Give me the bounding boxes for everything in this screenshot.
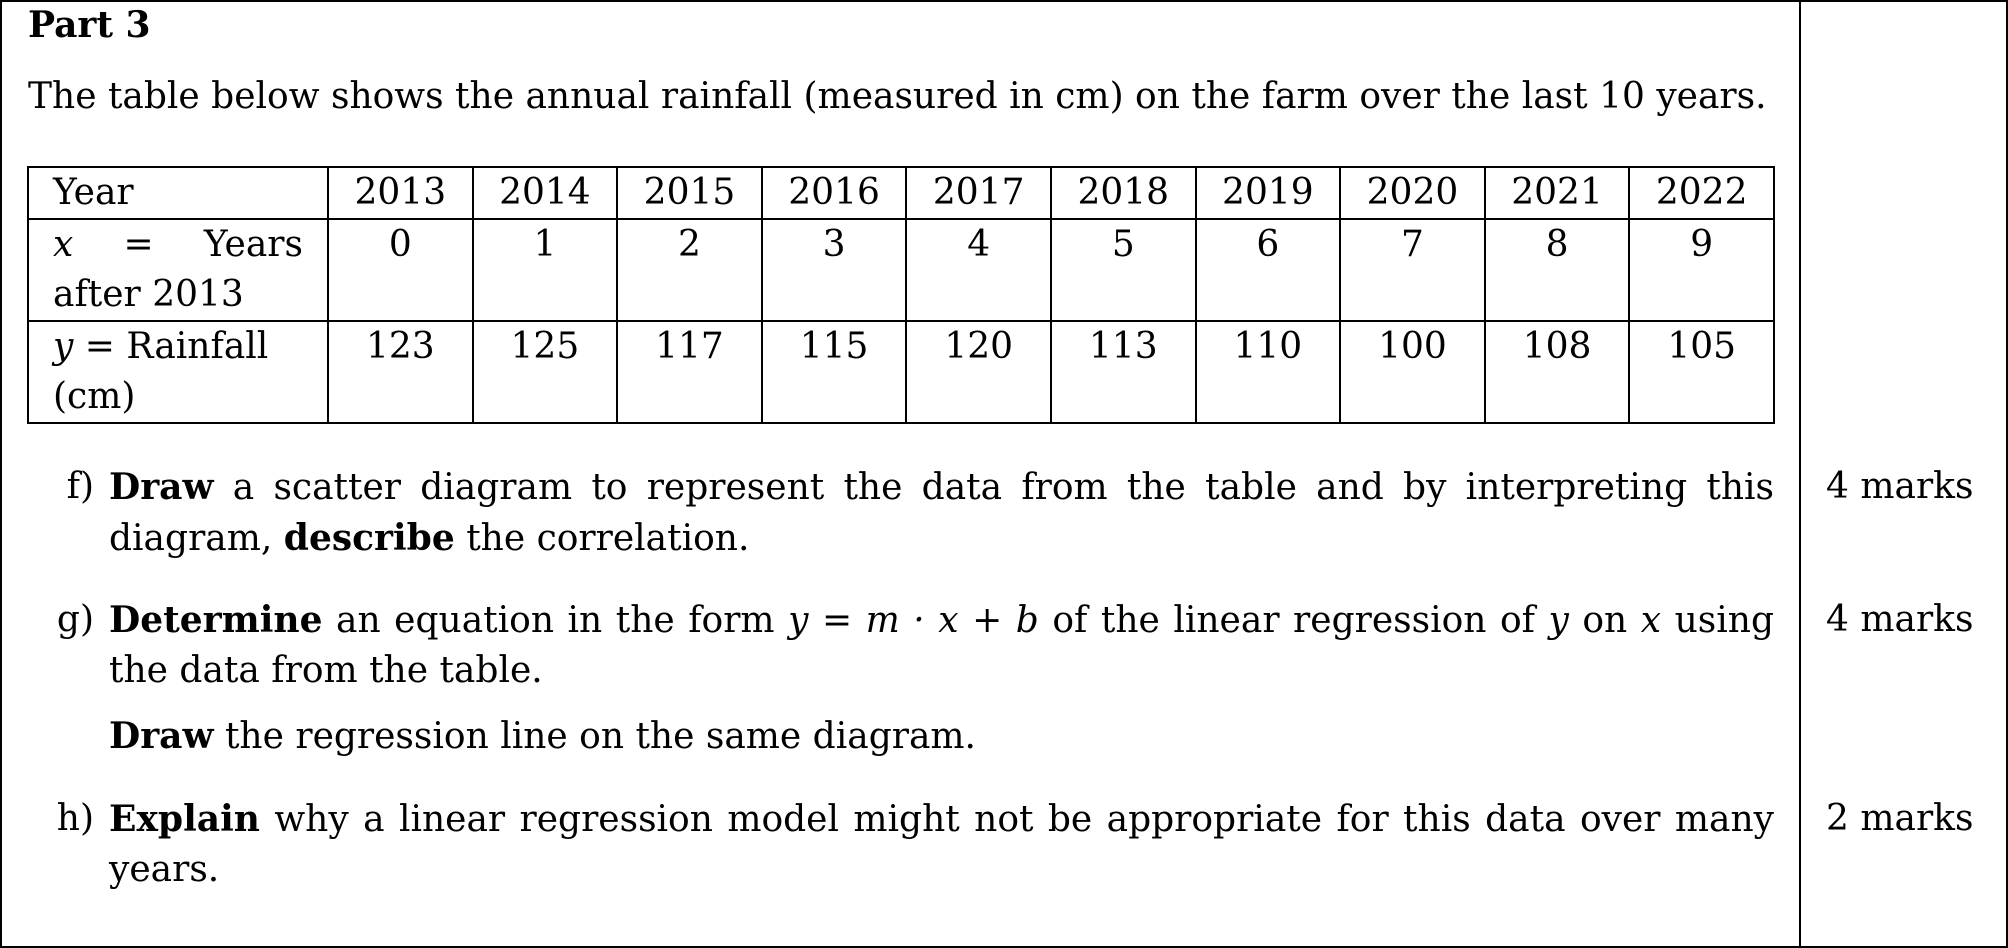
x-value-cell: 6 [1196,219,1341,321]
question-h-label: h) [56,798,94,839]
table-row-year [28,167,1774,219]
x-value-cell: 9 [1629,219,1774,321]
marks-column-divider [1799,0,1801,946]
question-f-text-part2: the correlation. [454,518,750,559]
question-g-text [109,595,1774,696]
question-g-text-part1: an equation in the form [322,600,789,641]
intro-text: The table below shows the annual rainfall (measured in cm) on the farm over the last 10 years. [28,76,1767,117]
question-g-bold-draw: Draw [109,715,214,757]
question-h-text [109,794,1774,895]
rainfall-cell: 120 [906,321,1051,423]
question-f-text [109,462,1774,564]
y-variable: y [53,326,74,367]
rainfall-cell: 110 [1196,321,1341,423]
question-g-bold-determine: Determine [109,599,323,641]
rainfall-cell: 117 [617,321,762,423]
question-f-bold-describe: describe [283,517,455,559]
x-value-cell: 3 [762,219,907,321]
x-value-cell: 8 [1485,219,1630,321]
rainfall-cell: 105 [1629,321,1774,423]
years-word: Years [203,224,303,265]
x-value-cell: 0 [328,219,473,321]
question-g-label: g) [56,599,94,640]
row-header-year: Year [28,167,328,219]
rainfall-cell: 108 [1485,321,1630,423]
table-row-y [28,321,1774,423]
x-value-cell: 5 [1051,219,1196,321]
x-value-cell: 7 [1340,219,1485,321]
rainfall-cell: 113 [1051,321,1196,423]
year-cell: 2018 [1051,167,1196,219]
part-title: Part 3 [28,4,151,46]
rainfall-cell: 115 [762,321,907,423]
row-header-y [28,321,328,423]
var-x: x [1640,600,1662,641]
row-header-x [28,219,328,321]
question-f-label: f) [66,466,94,507]
rainfall-cell: 123 [328,321,473,423]
year-cell: 2014 [473,167,618,219]
year-cell: 2021 [1485,167,1630,219]
question-f-marks: 4 marks [1826,466,1974,507]
question-h-bold-explain: Explain [109,798,260,840]
question-g-marks: 4 marks [1826,599,1974,640]
year-cell: 2019 [1196,167,1341,219]
x-value-cell: 2 [617,219,762,321]
question-g-text-second [109,711,1774,762]
question-g-text-part3: on [1568,600,1641,641]
question-h-text-part1: why a linear regression model might not be appropriate for this data over many years. [109,799,1774,890]
question-g-text-part5: the regression line on the same diagram. [213,716,977,757]
x-value-cell: 4 [906,219,1051,321]
question-g-text-part2: of the linear regression of [1038,600,1549,641]
row-header-x-line2: after 2013 [53,274,244,315]
question-h-marks: 2 marks [1826,798,1974,839]
year-cell: 2013 [328,167,473,219]
year-cell: 2015 [617,167,762,219]
table-row-x [28,219,1774,321]
x-value-cell: 1 [473,219,618,321]
regression-formula: y = m · x + b [788,600,1039,641]
equals-sign: = [123,224,154,265]
rainfall-cell: 100 [1340,321,1485,423]
question-f-text-part1: a scatter diagram to represent the data from the table and by interpreting this diagram, [109,467,1774,559]
var-y: y [1548,600,1569,641]
year-cell: 2022 [1629,167,1774,219]
row-header-y-line2: (cm) [53,376,136,417]
year-cell: 2016 [762,167,907,219]
question-f-bold-draw: Draw [109,466,214,508]
question-g-text-part4: using the data from the table. [109,600,1774,691]
rainfall-cell: 125 [473,321,618,423]
year-cell: 2020 [1340,167,1485,219]
rainfall-table [27,166,1775,424]
rainfall-word: = Rainfall [73,326,269,367]
year-cell: 2017 [906,167,1051,219]
x-variable: x [53,224,74,265]
